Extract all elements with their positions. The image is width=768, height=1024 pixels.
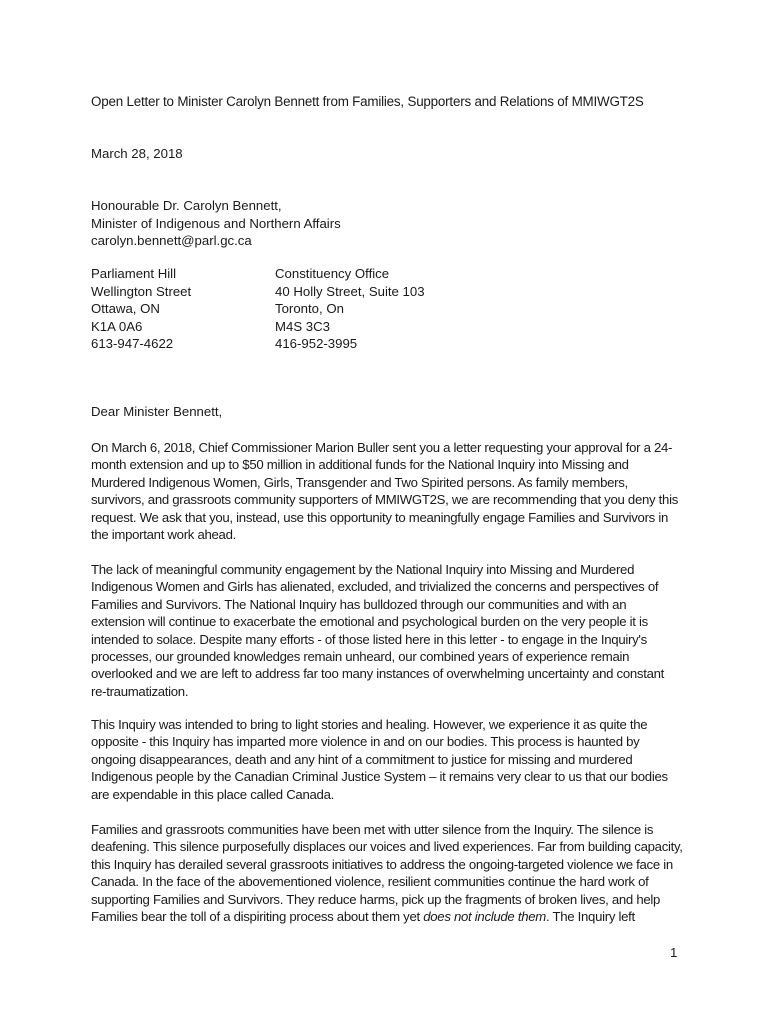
text-line: The lack of meaningful community engagement by the National Inquiry into Missing and Murdered <box>91 562 635 577</box>
text-line: this Inquiry has derailed several grassroots initiatives to address the ongoing-targeted violence we face in <box>91 856 673 872</box>
letter-title: Open Letter to Minister Carolyn Bennett from Families, Supporters and Relations of MMIWGT2S <box>91 94 644 109</box>
text-line: the important work ahead. <box>91 527 236 543</box>
address-line: Ottawa, ON <box>91 301 160 316</box>
text-line: Murdered Indigenous Women, Girls, Transgender and Two Spirited persons. As family members, <box>91 474 628 490</box>
text-line: overlooked and we are left to address far too many instances of overwhelming uncertainty and constant <box>91 666 665 682</box>
page-number: 1 <box>670 945 678 960</box>
text-line: On March 6, 2018, Chief Commissioner Marion Buller sent you a letter requesting your approval for a 24- <box>91 440 673 455</box>
text-line: survivors, and grassroots community supporters of MMIWGT2S, we are recommending that you deny this <box>91 492 678 508</box>
text-line: Families and Survivors. The National Inquiry has bulldozed through our communities and with an <box>91 596 627 612</box>
body-paragraph-1 <box>91 439 691 543</box>
text-line: re-traumatization. <box>91 683 189 699</box>
address-phone: 416-952-3995 <box>275 336 358 351</box>
addressee-block <box>91 197 341 250</box>
text-line: Canada. In the face of the abovementioned violence, resilient communities continue the hard work of <box>91 874 649 890</box>
address-line: M4S 3C3 <box>275 318 330 334</box>
address-parliament <box>91 265 191 353</box>
address-line: Wellington Street <box>91 283 192 299</box>
text-line: processes, our grounded knowledges remain unheard, our combined years of experience remain <box>91 649 630 665</box>
text-line: Indigenous Women and Girls has alienated, excluded, and trivialized the concerns and perspectives of <box>91 579 659 595</box>
text-line: Families and grassroots communities have been met with utter silence from the Inquiry. The silence is <box>91 822 654 837</box>
text-line: ongoing disappearances, death and any hint of a commitment to justice for missing and murdered <box>91 751 633 767</box>
addressee-position: Minister of Indigenous and Northern Affairs <box>91 215 341 231</box>
text-line: opposite - this Inquiry has imparted more violence in and on our bodies. This process is haunted by <box>91 734 640 750</box>
address-constituency <box>275 265 425 353</box>
text-run: . The Inquiry left <box>545 909 635 925</box>
text-line: are expendable in this place called Canada. <box>91 786 334 802</box>
address-line: K1A 0A6 <box>91 318 143 334</box>
address-phone: 613-947-4622 <box>91 336 174 351</box>
text-line: supporting Families and Survivors. They reduce harms, pick up the fragments of broken lives, and help <box>91 891 661 907</box>
address-line: 40 Holly Street, Suite 103 <box>275 283 425 299</box>
address-line: Toronto, On <box>275 301 344 316</box>
emphasized-text: does not include them <box>423 909 546 925</box>
text-line <box>91 908 691 925</box>
text-line: Indigenous people by the Canadian Criminal Justice System – it remains very clear to us that our bodies <box>91 769 668 785</box>
salutation: Dear Minister Bennett, <box>91 404 223 419</box>
body-paragraph-3 <box>91 716 691 803</box>
text-line: intended to solace. Despite many efforts - of those listed here in this letter - to engage in the Inquiry's <box>91 631 647 647</box>
text-line: deafening. This silence purposefully displaces our voices and lived experiences. Far from building capacity, <box>91 839 683 855</box>
addressee-email: carolyn.bennett@parl.gc.ca <box>91 233 252 248</box>
body-paragraph-2 <box>91 561 691 700</box>
text-run: Families bear the toll of a dispiriting process about them yet <box>91 909 424 925</box>
address-line: Parliament Hill <box>91 266 177 281</box>
text-line: request. We ask that you, instead, use this opportunity to meaningfully engage Families and Survivors in <box>91 509 668 525</box>
addressee-name: Honourable Dr. Carolyn Bennett, <box>91 198 282 213</box>
text-line: extension will continue to exacerbate the emotional and psychological burden on the very people it is <box>91 614 648 630</box>
address-line: Constituency Office <box>275 266 390 281</box>
text-line: month extension and up to $50 million in additional funds for the National Inquiry into Missing and <box>91 457 629 473</box>
text-line: This Inquiry was intended to bring to light stories and healing. However, we experience it as quite the <box>91 717 648 732</box>
body-paragraph-4 <box>91 821 691 925</box>
letter-date: March 28, 2018 <box>91 146 183 161</box>
